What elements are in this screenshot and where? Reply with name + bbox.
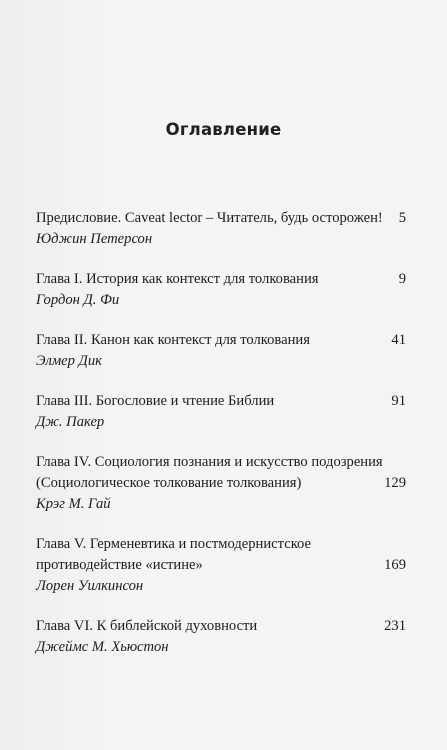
entry-author: Элмер Дик <box>36 353 102 369</box>
entry-author: Джеймс М. Хьюстон <box>36 639 169 655</box>
entry-page-number: 91 <box>391 393 406 409</box>
entry-title-line: (Социологическое толкование толкования) <box>36 475 302 491</box>
entry-title-line: противодействие «истине» <box>36 557 203 573</box>
page-title: Оглавление <box>165 120 282 139</box>
entry-page-number: 41 <box>391 332 406 348</box>
toc-entry-chapter-4 <box>36 452 406 515</box>
entry-title-line: Глава I. История как контекст для толкования <box>36 271 319 287</box>
entry-author: Гордон Д. Фи <box>36 292 120 308</box>
entry-title-line: Глава III. Богословие и чтение Библии <box>36 393 275 409</box>
entry-author: Крэг М. Гай <box>36 496 111 512</box>
toc-entry-preface <box>36 208 406 250</box>
entry-page-number: 5 <box>398 210 406 226</box>
entry-page-number: 129 <box>384 475 406 491</box>
entry-title-line: Глава VI. К библейской духовности <box>36 618 258 634</box>
entry-author: Юджин Петерсон <box>36 231 153 247</box>
entry-title-line: Предисловие. Caveat lector – Читатель, будь осторожен! <box>36 210 383 226</box>
entry-page-number: 169 <box>384 557 406 573</box>
entry-author: Лорен Уилкинсон <box>36 578 144 594</box>
entry-title-line: Глава II. Канон как контекст для толкования <box>36 332 310 348</box>
toc-entry-chapter-3 <box>36 391 406 433</box>
toc-entry-chapter-2 <box>36 330 406 372</box>
entry-page-number: 9 <box>398 271 406 287</box>
entry-title-line: Глава IV. Социология познания и искусство подозрения <box>36 454 383 470</box>
entry-author: Дж. Пакер <box>36 414 105 430</box>
toc-entry-chapter-1 <box>36 269 406 311</box>
toc-entry-chapter-5 <box>36 534 406 597</box>
entry-page-number: 231 <box>384 618 406 634</box>
toc-list <box>36 208 406 677</box>
toc-entry-chapter-6 <box>36 616 406 658</box>
entry-title-line: Глава V. Герменевтика и постмодернистское <box>36 536 311 552</box>
